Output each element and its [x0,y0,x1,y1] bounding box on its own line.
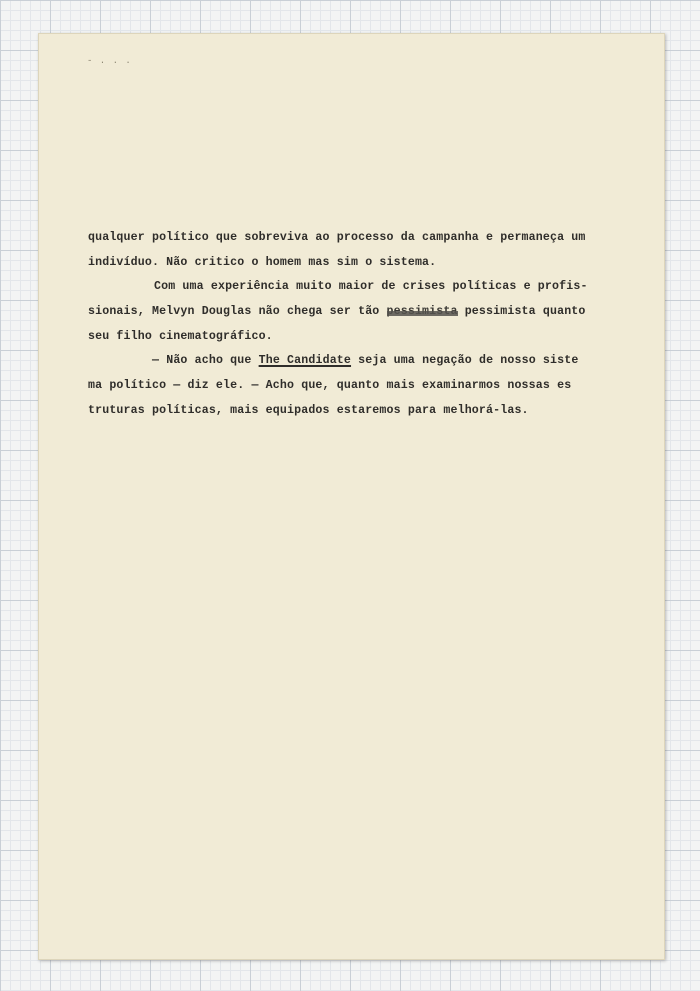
paragraph-2-line-2-start: sionais, Melvyn Douglas não chega ser tão [88,305,387,319]
paragraph-2-line-2-end: pessimista quanto [457,305,586,319]
paragraph-3-line-1-start: — Não acho que [152,354,259,368]
typewritten-page [38,33,665,960]
paragraph-1-line-2: indivíduo. Não critico o homem mas sim o sistema. [88,255,437,269]
body-text [88,226,628,424]
paragraph-2-line-3: seu filho cinematográfico. [88,329,273,343]
corner-mark: - . . . [87,56,132,66]
paragraph-2-line-1: Com uma experiência muito maior de crises políticas e profis- [154,280,588,294]
film-title: The Candidate [258,354,352,368]
paragraph-3-line-1 [88,349,628,374]
paragraph-2-line-2 [88,300,628,325]
paragraph-1-line-1: qualquer político que sobreviva ao processo da campanha e permaneça um [88,231,586,244]
struck-out-word: pessimista [386,305,458,319]
paragraph-3-line-2: ma político — diz ele. — Acho que, quanto mais examinarmos nossas es [88,379,572,393]
paragraph-3-line-1-end: seja uma negação de nosso siste [351,354,579,368]
paragraph-3-line-3: truturas políticas, mais equipados estaremos para melhorá-las. [88,403,529,417]
